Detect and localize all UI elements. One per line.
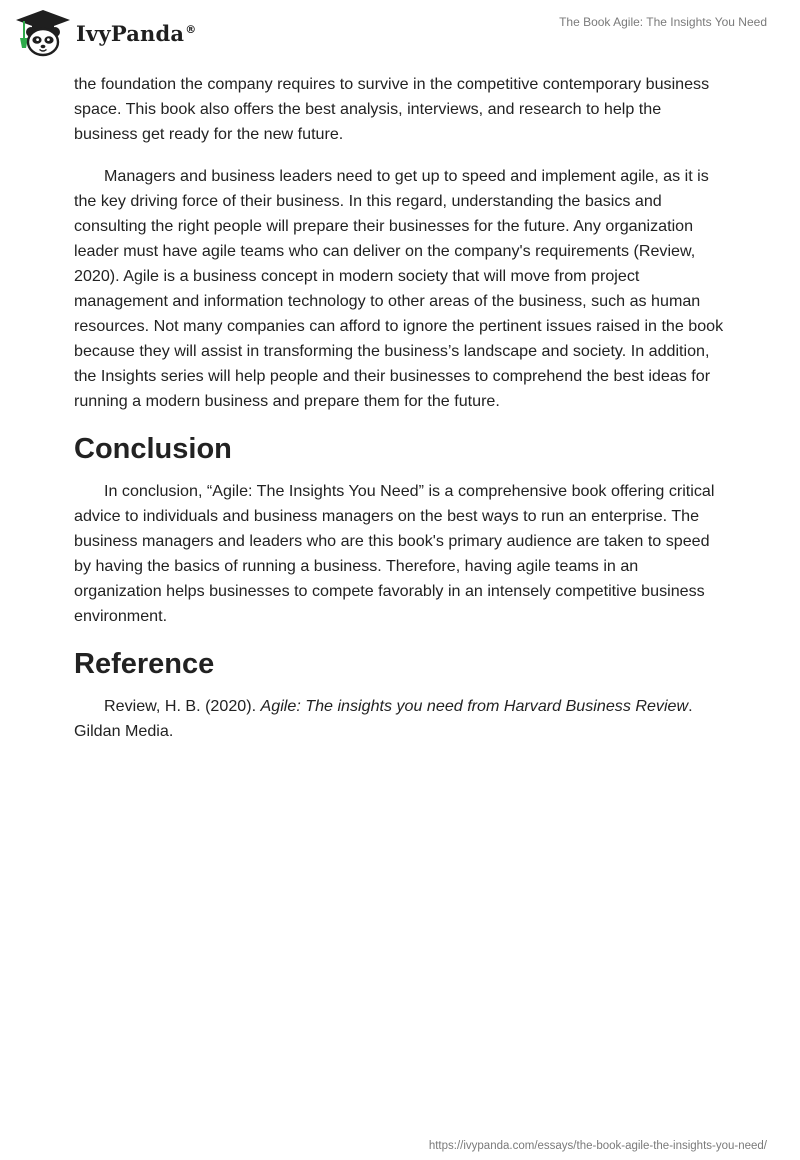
source-url-link[interactable]: https://ivypanda.com/essays/the-book-agile-the-insights-you-need/ — [428, 1140, 767, 1152]
page-header — [0, 0, 800, 70]
body-paragraph-2: Managers and business leaders need to get up to speed and implement agile, as it is the key driving force of their business. In this regard, understanding the basics and consulting the right people will prepare their businesses for the future. Any organization leader must have agile teams who can deliver on the company's requirements (Review, 2020). Agile is a business concept in modern society that will move from project management and information technology to other areas of the business, such as human resources. Not many companies can afford to ignore the pertinent issues raised in the book because they will assist in transforming the business’s landscape and society. In addition, the Insights series will help people and their businesses to comprehend the best ideas for running a modern business and prepare them for the future. — [74, 167, 724, 410]
reference-entry — [74, 694, 726, 744]
brand-name: IvyPanda® — [76, 20, 197, 46]
panda-graduate-icon — [14, 8, 72, 58]
document-title: The Book Agile: The Insights You Need — [559, 15, 767, 29]
reference-publisher: . Gildan Media. — [74, 697, 693, 740]
body-paragraph-1: the foundation the company requires to survive in the competitive contemporary business space. This book also offers the best analysis, interviews, and research to help the business get ready for the new future. — [74, 75, 710, 143]
conclusion-paragraph: In conclusion, “Agile: The Insights You Need” is a comprehensive book offering critical advice to individuals and business managers on the best ways to run an enterprise. The business managers and leaders who are this book's primary audience are taken to speed by having the basics of running a business. Therefore, having agile teams in an organization helps businesses to compete favorably in an intensely competitive business environment. — [74, 482, 715, 625]
reference-author-year: Review, H. B. (2020). — [104, 697, 261, 715]
reference-heading: Reference — [74, 648, 215, 680]
essay-body — [74, 72, 726, 761]
ivypanda-logo[interactable] — [14, 8, 196, 58]
conclusion-heading: Conclusion — [74, 433, 232, 465]
reference-title: Agile: The insights you need from Harvard Business Review — [260, 697, 689, 715]
registered-mark: ® — [185, 22, 197, 36]
